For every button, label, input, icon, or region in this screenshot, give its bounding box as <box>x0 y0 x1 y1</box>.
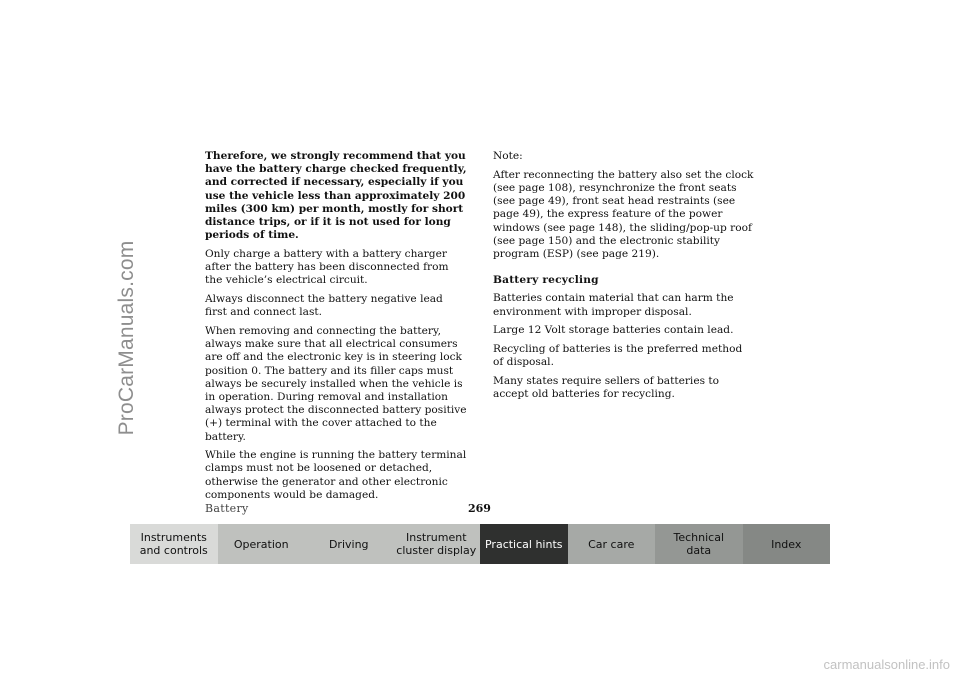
tab-technical-data[interactable]: Technical data <box>655 524 743 564</box>
side-watermark: ProCarManuals.com <box>115 240 138 436</box>
paragraph-recycling-3: Recycling of batteries is the preferred method of disposal. <box>493 342 743 369</box>
bottom-watermark: carmanualsonline.info <box>823 657 950 672</box>
tab-index[interactable]: Index <box>743 524 831 564</box>
section-title: Battery <box>205 502 249 515</box>
paragraph-recycling-4: Many states require sellers of batteries to accept old batteries for recycling. <box>493 374 720 401</box>
paragraph-engine-running: While the engine is running the battery terminal clamps must not be loosened or detached, otherwise the generator and other electronic components would be damaged. <box>205 449 467 501</box>
tab-instrument-cluster-display[interactable]: Instrument cluster display <box>393 524 481 564</box>
note-label: Note: <box>493 150 523 162</box>
paragraph-removal-installation: When removing and connecting the battery, always make sure that all electrical consumers are off and the electronic key is in steering lock position 0. The battery and its filler caps must always be securely installed when the vehicle is in operation. During removal and installation always protect the disconnected battery positive (+) terminal with the cover attached to the battery. <box>205 324 467 443</box>
tab-car-care[interactable]: Car care <box>568 524 656 564</box>
tab-practical-hints[interactable]: Practical hints <box>480 524 568 564</box>
paragraph-disconnect-order: Always disconnect the battery negative lead first and connect last. <box>205 293 443 319</box>
page-number: 269 <box>468 502 491 515</box>
chapter-tab-bar <box>130 524 830 564</box>
paragraph-charge-warning: Therefore, we strongly recommend that you have the battery charge checked frequently, and corrected if necessary, especially if you use the vehicle less than approximately 200 miles (300 km) per month, mostly for short distance trips, or if it is not used for long periods of time. <box>205 150 467 242</box>
left-column <box>205 150 467 508</box>
note-text: After reconnecting the battery also set the clock (see page 108), resynchronize the front seats (see page 49), front seat head restraints (see page 49), the express feature of the power windows (see page 148), the sliding/pop-up roof (see page 150) and the electronic stability program (ESP) (see page 219). <box>493 168 754 260</box>
paragraph-charger: Only charge a battery with a battery charger after the battery has been disconnected from the vehicle’s electrical circuit. <box>205 247 449 287</box>
section-heading-battery-recycling: Battery recycling <box>493 274 599 287</box>
right-column <box>493 150 755 407</box>
tab-operation[interactable]: Operation <box>218 524 306 564</box>
paragraph-recycling-1: Batteries contain material that can harm the environment with improper disposal. <box>493 292 734 318</box>
tab-driving[interactable]: Driving <box>305 524 393 564</box>
tab-instruments-and-controls[interactable]: Instruments and controls <box>130 524 218 564</box>
paragraph-recycling-2: Large 12 Volt storage batteries contain lead. <box>493 324 734 337</box>
